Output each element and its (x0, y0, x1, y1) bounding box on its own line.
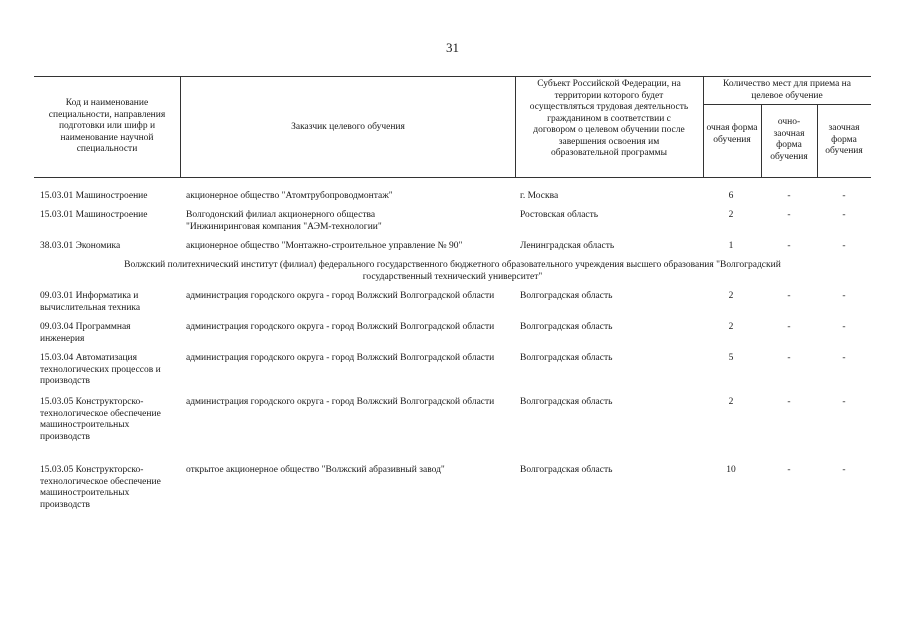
header-part-time: очно-заочная форма обучения (770, 117, 808, 162)
header-customer: Заказчик целевого обучения (291, 122, 405, 132)
row-distance: - (842, 210, 846, 220)
row-customer: акционерное общество "Атомтрубопроводмонтаж" (186, 191, 393, 201)
row-region: Ленинградская область (520, 241, 615, 251)
row-region: Ростовская область (520, 210, 599, 220)
row-customer: открытое акционерное общество "Волжский абразивный завод" (186, 465, 445, 475)
row-specialty: 15.03.04 Автоматизация технологических процессов и производств (40, 353, 161, 386)
header-region: Субъект Российской Федерации, на территории которого будет осуществляться трудовая деятельность гражданином в соответствии с договором о целевом обучении после завершения освоения им образовательной программы (529, 79, 689, 158)
header-divider-4 (761, 104, 762, 177)
row-specialty: 15.03.05 Конструкторско-технологическое обеспечение машиностроительных производств (40, 397, 161, 442)
row-region: г. Москва (520, 191, 559, 201)
row-region: Волгоградская область (520, 353, 613, 363)
row-part-time: - (787, 291, 791, 301)
row-specialty: 09.03.01 Информатика и вычислительная техника (40, 291, 141, 313)
row-full-time: 1 (728, 241, 734, 251)
row-part-time: - (787, 210, 791, 220)
row-specialty: 38.03.01 Экономика (40, 241, 121, 251)
quantity-subheader-border (703, 104, 871, 105)
header-quota-group: Количество мест для приема на целевое обучение (723, 79, 851, 101)
row-distance: - (842, 241, 846, 251)
row-full-time: 5 (728, 353, 734, 363)
table-header-bottom-border (34, 177, 871, 178)
row-part-time: - (787, 241, 791, 251)
row-customer: администрация городского округа - город Волжский Волгоградской области (186, 291, 495, 301)
row-customer: администрация городского округа - город Волжский Волгоградской области (186, 322, 495, 332)
row-part-time: - (787, 322, 791, 332)
row-distance: - (842, 353, 846, 363)
row-full-time: 2 (728, 291, 734, 301)
header-distance: заочная форма обучения (825, 123, 863, 156)
row-full-time: 2 (728, 322, 734, 332)
row-full-time: 10 (726, 465, 736, 475)
row-customer: акционерное общество "Монтажно-строительное управление № 90" (186, 241, 463, 251)
row-distance: - (842, 291, 846, 301)
row-full-time: 2 (728, 210, 734, 220)
row-specialty: 09.03.04 Программная инженерия (40, 322, 131, 344)
header-specialty: Код и наименование специальности, направления подготовки или шифр и наименование научной специальности (48, 98, 166, 154)
row-region: Волгоградская область (520, 465, 613, 475)
row-distance: - (842, 397, 846, 407)
row-distance: - (842, 322, 846, 332)
row-part-time: - (787, 191, 791, 201)
row-region: Волгоградская область (520, 397, 613, 407)
section-title: Волжский политехнический институт (филиал) федерального государственного бюджетного образовательного учреждения высшего образования "Волгоградский государственный технический университет" (124, 260, 781, 282)
row-customer: администрация городского округа - город Волжский Волгоградской области (186, 353, 495, 363)
row-region: Волгоградская область (520, 322, 613, 332)
row-customer: Волгодонский филиал акционерного общества "Инжиниринговая компания "АЭМ-технологии" (186, 210, 382, 232)
header-divider-2 (515, 76, 516, 177)
row-full-time: 6 (728, 191, 734, 201)
header-divider-5 (817, 104, 818, 177)
row-distance: - (842, 465, 846, 475)
row-part-time: - (787, 353, 791, 363)
header-full-time: очная форма обучения (706, 123, 758, 145)
header-divider-1 (180, 76, 181, 177)
row-part-time: - (787, 397, 791, 407)
table-top-border (34, 76, 871, 77)
row-specialty: 15.03.01 Машиностроение (40, 191, 148, 201)
row-part-time: - (787, 465, 791, 475)
row-specialty: 15.03.05 Конструкторско-технологическое обеспечение машиностроительных производств (40, 465, 161, 510)
row-customer: администрация городского округа - город Волжский Волгоградской области (186, 397, 495, 407)
row-specialty: 15.03.01 Машиностроение (40, 210, 148, 220)
row-distance: - (842, 191, 846, 201)
row-region: Волгоградская область (520, 291, 613, 301)
row-full-time: 2 (728, 397, 734, 407)
header-divider-3 (703, 76, 704, 177)
page-number: 31 (446, 40, 459, 55)
